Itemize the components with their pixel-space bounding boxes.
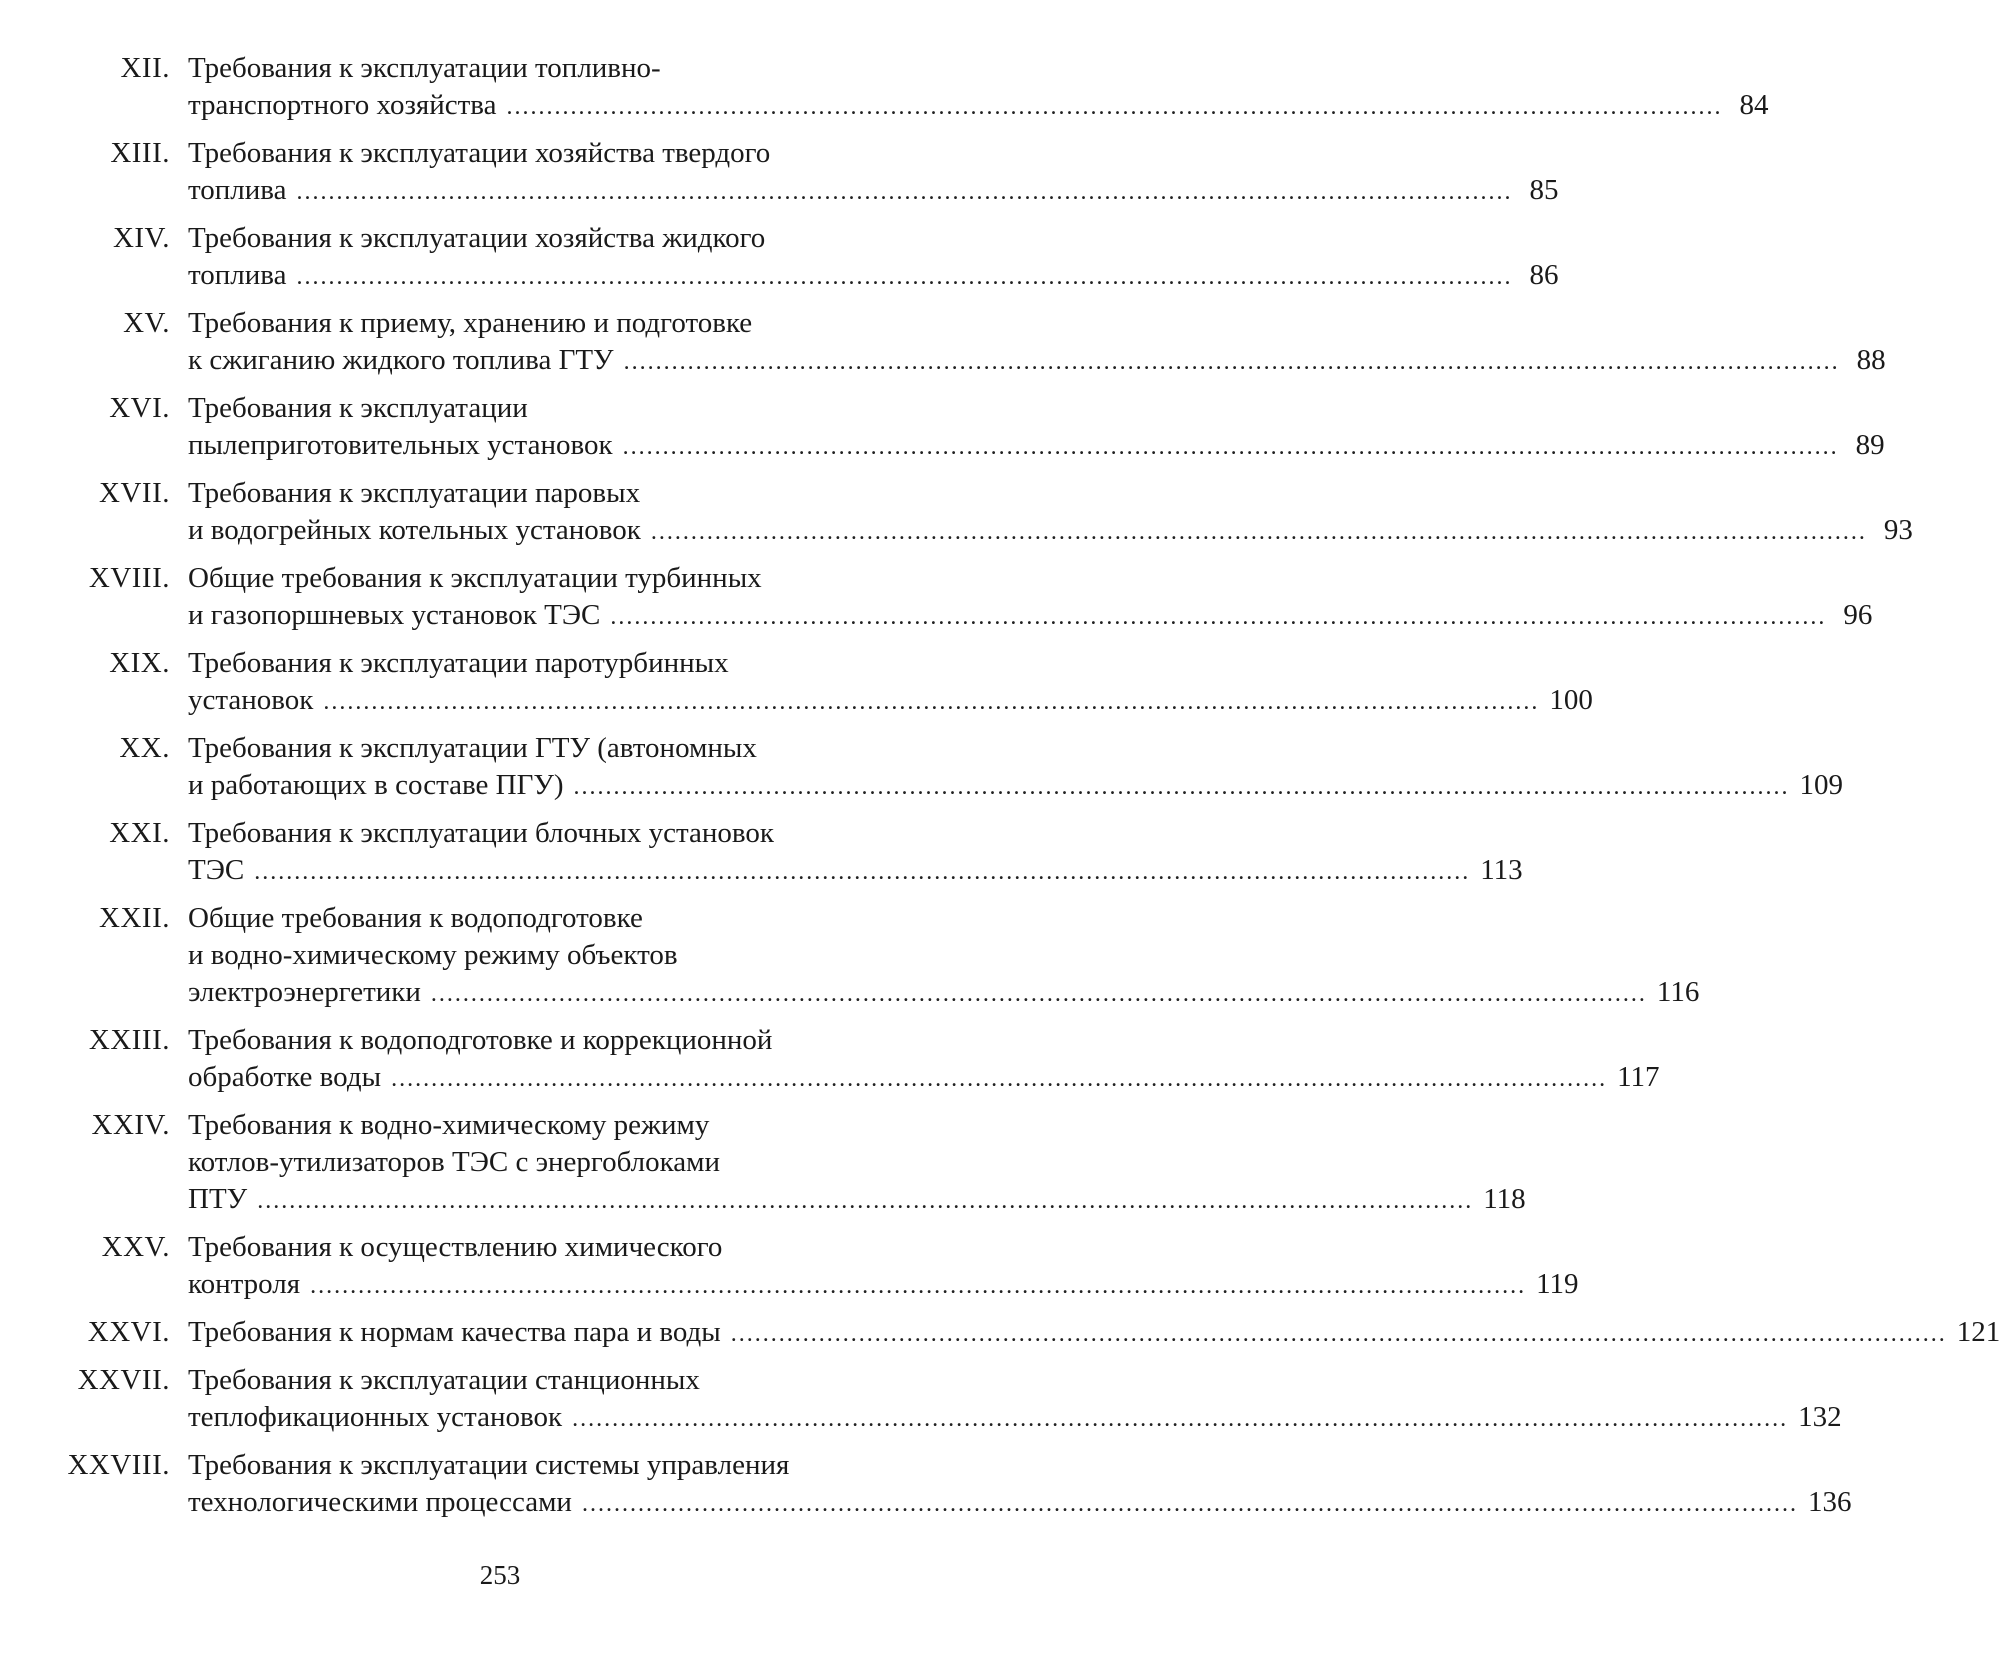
section-number: XXVII.	[77, 1364, 170, 1396]
section-title-last-line	[188, 1181, 1526, 1220]
dot-leader	[506, 89, 1722, 126]
dot-leader	[624, 344, 1840, 381]
section-title	[188, 900, 1699, 1013]
dot-leader	[431, 976, 1647, 1013]
table-of-contents	[40, 50, 2000, 1532]
section-number: XXVI.	[87, 1316, 170, 1348]
section-title	[188, 1022, 1660, 1098]
section-title-line: Требования к эксплуатации хозяйства твердого	[188, 137, 771, 169]
section-title-last-line	[188, 512, 1913, 551]
section-title-last-line	[188, 1059, 1660, 1098]
toc-entry	[40, 390, 1885, 466]
section-title-line: и водогрейных котельных установок	[188, 514, 641, 546]
section-title	[188, 390, 1885, 466]
toc-entry	[40, 1107, 1526, 1220]
section-title-last-line	[188, 682, 1593, 721]
section-title	[188, 1447, 1851, 1523]
dot-leader	[582, 1486, 1798, 1523]
section-title-last-line	[188, 767, 1843, 806]
toc-entry	[40, 1022, 1660, 1098]
page-reference: 93	[1883, 514, 1913, 546]
section-title-line: Требования к эксплуатации топливно-	[188, 52, 661, 84]
dot-leader	[310, 1268, 1526, 1305]
section-title-line: и работающих в составе ПГУ)	[188, 769, 564, 801]
dot-leader	[296, 174, 1512, 211]
section-title-line: и газопоршневых установок ТЭС	[188, 599, 601, 631]
section-title	[188, 305, 1886, 381]
page-reference: 88	[1856, 344, 1886, 376]
page-reference: 117	[1617, 1061, 1660, 1093]
section-number: XXIV.	[91, 1109, 170, 1141]
dot-leader	[572, 1401, 1788, 1438]
toc-entry	[40, 475, 1913, 551]
section-title-last-line	[188, 342, 1886, 381]
section-title-line: Требования к водно-химическому режиму	[188, 1109, 710, 1141]
section-number: XVI.	[109, 392, 170, 424]
page-reference: 96	[1843, 599, 1873, 631]
section-number: XII.	[120, 52, 170, 84]
dot-leader	[254, 854, 1470, 891]
section-number: XIII.	[110, 137, 170, 169]
page-reference: 85	[1529, 174, 1559, 206]
section-number: XXVIII.	[67, 1449, 170, 1481]
section-number: XVIII.	[88, 562, 170, 594]
section-title-line: топлива	[188, 259, 287, 291]
toc-entry	[40, 1362, 1842, 1438]
section-title-last-line	[188, 172, 1558, 211]
dot-leader	[623, 429, 1839, 466]
section-number: XX.	[119, 732, 170, 764]
toc-entry	[40, 220, 1559, 296]
toc-entry	[40, 1314, 2000, 1353]
section-title-last-line	[188, 1266, 1579, 1305]
section-title-last-line	[188, 427, 1885, 466]
dot-leader	[574, 769, 1790, 806]
dot-leader	[391, 1061, 1607, 1098]
page-reference: 113	[1480, 854, 1523, 886]
section-title-line: ПТУ	[188, 1183, 248, 1215]
page-reference: 118	[1483, 1183, 1526, 1215]
toc-entry	[40, 305, 1886, 381]
section-title-line: Общие требования к водоподготовке	[188, 902, 643, 934]
toc-entry	[40, 1447, 1852, 1523]
section-title	[188, 560, 1872, 636]
section-title	[188, 475, 1913, 551]
dot-leader	[651, 514, 1867, 551]
page-reference: 109	[1799, 769, 1844, 801]
section-title	[188, 815, 1523, 891]
dot-leader	[296, 259, 1512, 296]
section-title-line: Требования к осуществлению химического	[188, 1231, 723, 1263]
toc-entry	[40, 50, 1769, 126]
section-title-line: Требования к эксплуатации станционных	[188, 1364, 700, 1396]
section-title	[188, 1229, 1579, 1305]
section-title-line: транспортного хозяйства	[188, 89, 497, 121]
section-number: XVII.	[99, 477, 170, 509]
section-title-last-line	[188, 1399, 1842, 1438]
section-title	[188, 1314, 2000, 1353]
toc-entry	[40, 900, 1700, 1013]
toc-entry	[40, 645, 1593, 721]
section-number: XXII.	[99, 902, 170, 934]
section-title-line: Требования к эксплуатации паротурбинных	[188, 647, 729, 679]
toc-entry	[40, 135, 1559, 211]
section-title-line: Требования к эксплуатации блочных установок	[188, 817, 774, 849]
section-title-last-line	[188, 87, 1768, 126]
section-number: XIX.	[109, 647, 170, 679]
page-reference: 86	[1529, 259, 1559, 291]
section-title-line: котлов-утилизаторов ТЭС с энергоблоками	[188, 1146, 720, 1178]
page-reference: 89	[1855, 429, 1885, 461]
toc-entry	[40, 1229, 1579, 1305]
section-title-last-line	[188, 257, 1558, 296]
section-number: XXIII.	[88, 1024, 170, 1056]
dot-leader	[323, 684, 1539, 721]
section-number: XXI.	[109, 817, 170, 849]
page-reference: 100	[1549, 684, 1593, 716]
section-title-line: контроля	[188, 1268, 301, 1300]
section-title-line: Требования к нормам качества пара и воды	[188, 1316, 721, 1348]
page-reference: 116	[1656, 976, 1700, 1008]
section-title-line: теплофикационных установок	[188, 1401, 563, 1433]
section-title	[188, 645, 1593, 721]
section-title-line: обработке воды	[188, 1061, 382, 1093]
section-number: XV.	[123, 307, 170, 339]
section-title-line: Требования к эксплуатации хозяйства жидкого	[188, 222, 766, 254]
toc-entry	[40, 730, 1844, 806]
section-title	[188, 50, 1768, 126]
section-title-line: и водно-химическому режиму объектов	[188, 939, 678, 971]
section-title-line: ТЭС	[188, 854, 245, 886]
page-reference: 121	[1956, 1316, 2000, 1348]
section-title-line: Требования к водоподготовке и коррекционной	[188, 1024, 773, 1056]
section-title	[188, 135, 1558, 211]
section-title	[188, 1107, 1526, 1220]
section-number: XIV.	[112, 222, 170, 254]
page-number: 253	[479, 1560, 521, 1590]
section-title	[188, 220, 1558, 296]
dot-leader	[257, 1183, 1473, 1220]
section-title-line: топлива	[188, 174, 287, 206]
section-title-line: пылеприготовительных установок	[188, 429, 613, 461]
section-title-last-line	[188, 1484, 1851, 1523]
section-title-line: Требования к эксплуатации паровых	[188, 477, 641, 509]
section-title-last-line	[188, 1314, 2000, 1353]
section-number: XXV.	[101, 1231, 170, 1263]
section-title-line: установок	[188, 684, 314, 716]
section-title-line: Требования к эксплуатации	[188, 392, 528, 424]
section-title-line: Общие требования к эксплуатации турбинных	[188, 562, 762, 594]
dot-leader	[610, 599, 1826, 636]
section-title	[188, 730, 1843, 806]
section-title-last-line	[188, 974, 1699, 1013]
page-reference: 84	[1739, 89, 1769, 121]
section-title-last-line	[188, 597, 1872, 636]
section-title-line: электроэнергетики	[188, 976, 421, 1008]
toc-entry	[40, 815, 1523, 891]
dot-leader	[731, 1316, 1947, 1353]
section-title-line: технологическими процессами	[188, 1486, 572, 1518]
page-reference: 132	[1798, 1401, 1842, 1433]
section-title-last-line	[188, 852, 1523, 891]
section-title-line: Требования к приему, хранению и подготовке	[188, 307, 753, 339]
toc-entry	[40, 560, 1873, 636]
section-title-line: Требования к эксплуатации системы управления	[188, 1449, 790, 1481]
section-title-line: Требования к эксплуатации ГТУ (автономных	[188, 732, 757, 764]
page-reference: 136	[1807, 1486, 1852, 1518]
section-title	[188, 1362, 1842, 1438]
section-title-line: к сжиганию жидкого топлива ГТУ	[188, 344, 614, 376]
page-reference: 119	[1536, 1268, 1579, 1300]
